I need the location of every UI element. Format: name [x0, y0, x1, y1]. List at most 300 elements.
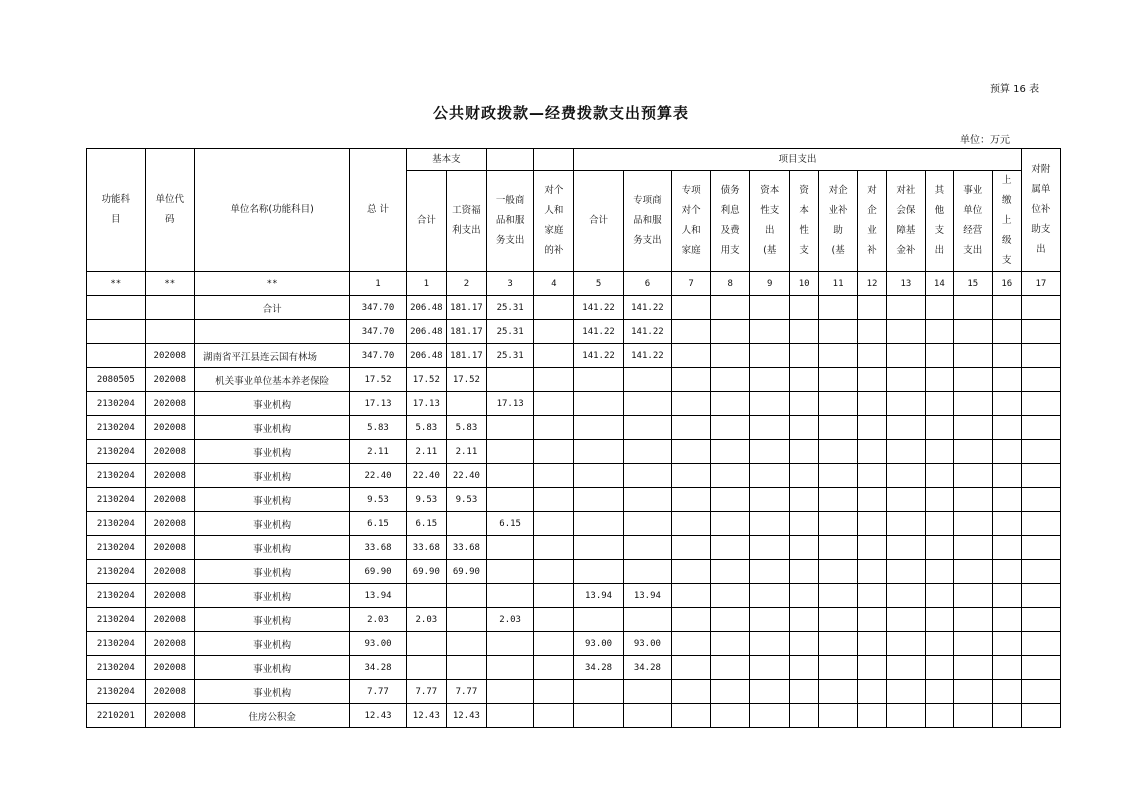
cell-empty	[790, 560, 819, 584]
cell-empty	[1021, 392, 1060, 416]
cell-empty	[1021, 632, 1060, 656]
cell-basic-total: 206.48	[406, 320, 446, 344]
cell-empty	[925, 416, 953, 440]
cell-empty	[953, 488, 992, 512]
cell-empty	[750, 680, 790, 704]
cell-name: 事业机构	[194, 680, 349, 704]
cell-proj-total	[574, 464, 623, 488]
index-cell: 5	[574, 272, 623, 296]
cell-goods	[486, 368, 533, 392]
cell-empty	[750, 464, 790, 488]
cell-empty	[790, 344, 819, 368]
cell-goods	[486, 584, 533, 608]
cell-code: 202008	[145, 704, 194, 728]
cell-empty	[790, 440, 819, 464]
header-basic: 基本支	[406, 149, 486, 171]
cell-proj-goods	[623, 680, 671, 704]
cell-empty	[953, 512, 992, 536]
cell-empty	[886, 512, 925, 536]
header-debt: 债务 利息 及费 用支	[711, 171, 750, 272]
cell-empty	[992, 560, 1021, 584]
table-row	[87, 560, 1061, 584]
cell-empty	[858, 536, 887, 560]
cell-empty	[953, 320, 992, 344]
cell-name: 事业机构	[194, 560, 349, 584]
cell-empty	[886, 440, 925, 464]
cell-func: 2130204	[87, 416, 146, 440]
cell-empty	[992, 464, 1021, 488]
cell-empty	[1021, 560, 1060, 584]
cell-empty	[925, 560, 953, 584]
cell-empty	[819, 656, 858, 680]
table-row	[87, 488, 1061, 512]
cell-empty	[886, 296, 925, 320]
header-upper: 上 缴 上 级 支	[992, 171, 1021, 272]
cell-empty	[711, 536, 750, 560]
index-cell: **	[145, 272, 194, 296]
cell-empty	[711, 368, 750, 392]
cell-name: 事业机构	[194, 440, 349, 464]
cell-empty	[858, 608, 887, 632]
cell-empty	[790, 488, 819, 512]
cell-proj-goods	[623, 392, 671, 416]
table-row	[87, 416, 1061, 440]
index-cell: 15	[953, 272, 992, 296]
cell-empty	[1021, 488, 1060, 512]
cell-wage	[446, 608, 486, 632]
cell-empty	[925, 488, 953, 512]
cell-empty	[886, 680, 925, 704]
cell-basic-total: 9.53	[406, 488, 446, 512]
cell-empty	[819, 488, 858, 512]
cell-code: 202008	[145, 560, 194, 584]
cell-code: 202008	[145, 488, 194, 512]
index-cell: **	[194, 272, 349, 296]
header-proj-total: 合计	[574, 171, 623, 272]
cell-proj-total	[574, 440, 623, 464]
cell-empty	[953, 464, 992, 488]
cell-empty	[711, 656, 750, 680]
cell-empty	[992, 320, 1021, 344]
cell-proj-goods: 141.22	[623, 296, 671, 320]
cell-empty	[672, 632, 711, 656]
cell-name: 事业机构	[194, 464, 349, 488]
cell-basic-total: 17.13	[406, 392, 446, 416]
cell-total: 5.83	[350, 416, 407, 440]
cell-empty	[819, 536, 858, 560]
cell-empty	[534, 344, 574, 368]
cell-empty	[750, 296, 790, 320]
cell-empty	[750, 632, 790, 656]
cell-func: 2130204	[87, 584, 146, 608]
cell-code: 202008	[145, 368, 194, 392]
cell-empty	[886, 584, 925, 608]
cell-empty	[858, 656, 887, 680]
cell-empty	[672, 488, 711, 512]
cell-empty	[953, 632, 992, 656]
cell-empty	[953, 680, 992, 704]
cell-proj-goods: 141.22	[623, 320, 671, 344]
index-cell: 4	[534, 272, 574, 296]
cell-empty	[858, 440, 887, 464]
cell-empty	[858, 680, 887, 704]
cell-empty	[886, 368, 925, 392]
cell-name: 事业机构	[194, 608, 349, 632]
cell-goods	[486, 656, 533, 680]
cell-goods	[486, 680, 533, 704]
cell-empty	[711, 488, 750, 512]
cell-empty	[750, 608, 790, 632]
cell-proj-goods	[623, 488, 671, 512]
cell-empty	[534, 608, 574, 632]
cell-proj-goods	[623, 536, 671, 560]
cell-code: 202008	[145, 464, 194, 488]
cell-empty	[992, 416, 1021, 440]
cell-empty	[534, 536, 574, 560]
table-row	[87, 512, 1061, 536]
table-row	[87, 584, 1061, 608]
cell-empty	[858, 416, 887, 440]
header-blank	[486, 149, 533, 171]
cell-total: 93.00	[350, 632, 407, 656]
cell-empty	[1021, 656, 1060, 680]
cell-code: 202008	[145, 512, 194, 536]
cell-empty	[925, 464, 953, 488]
cell-total: 22.40	[350, 464, 407, 488]
cell-func: 2210201	[87, 704, 146, 728]
cell-empty	[925, 440, 953, 464]
cell-name: 合计	[194, 296, 349, 320]
cell-empty	[790, 416, 819, 440]
cell-empty	[886, 320, 925, 344]
cell-empty	[672, 512, 711, 536]
cell-proj-total: 34.28	[574, 656, 623, 680]
cell-empty	[790, 464, 819, 488]
cell-basic-total: 7.77	[406, 680, 446, 704]
cell-empty	[750, 344, 790, 368]
cell-code: 202008	[145, 656, 194, 680]
table-body	[87, 296, 1061, 728]
cell-goods: 25.31	[486, 320, 533, 344]
cell-proj-total: 141.22	[574, 320, 623, 344]
cell-empty	[886, 536, 925, 560]
cell-wage: 22.40	[446, 464, 486, 488]
cell-empty	[711, 416, 750, 440]
cell-empty	[534, 368, 574, 392]
cell-empty	[711, 704, 750, 728]
cell-empty	[819, 320, 858, 344]
cell-name: 机关事业单位基本养老保险	[194, 368, 349, 392]
cell-basic-total: 206.48	[406, 296, 446, 320]
cell-empty	[953, 368, 992, 392]
cell-name: 事业机构	[194, 392, 349, 416]
cell-total: 34.28	[350, 656, 407, 680]
cell-name: 事业机构	[194, 656, 349, 680]
cell-empty	[819, 392, 858, 416]
cell-empty	[1021, 464, 1060, 488]
cell-proj-total	[574, 608, 623, 632]
page-title: 公共财政拨款—经费拨款支出预算表	[432, 104, 689, 122]
cell-proj-goods	[623, 608, 671, 632]
cell-proj-total: 93.00	[574, 632, 623, 656]
cell-empty	[672, 440, 711, 464]
header-total: 总 计	[350, 149, 407, 272]
cell-empty	[790, 608, 819, 632]
header-ent-sub-2: 对 企 业 补	[858, 171, 887, 272]
cell-empty	[992, 584, 1021, 608]
cell-func: 2130204	[87, 560, 146, 584]
cell-proj-goods: 141.22	[623, 344, 671, 368]
cell-empty	[1021, 680, 1060, 704]
cell-wage	[446, 632, 486, 656]
cell-empty	[672, 608, 711, 632]
cell-proj-goods	[623, 416, 671, 440]
cell-empty	[672, 416, 711, 440]
cell-basic-total: 33.68	[406, 536, 446, 560]
cell-code: 202008	[145, 608, 194, 632]
cell-empty	[819, 632, 858, 656]
cell-goods	[486, 704, 533, 728]
cell-proj-total	[574, 488, 623, 512]
cell-empty	[750, 320, 790, 344]
index-cell: 17	[1021, 272, 1060, 296]
cell-empty	[750, 536, 790, 560]
cell-empty	[953, 584, 992, 608]
cell-empty	[672, 368, 711, 392]
cell-func: 2130204	[87, 656, 146, 680]
cell-name: 事业机构	[194, 416, 349, 440]
cell-proj-goods	[623, 512, 671, 536]
cell-code: 202008	[145, 344, 194, 368]
cell-basic-total	[406, 584, 446, 608]
cell-func	[87, 344, 146, 368]
cell-empty	[750, 368, 790, 392]
cell-proj-goods: 13.94	[623, 584, 671, 608]
cell-code: 202008	[145, 584, 194, 608]
cell-goods	[486, 536, 533, 560]
cell-empty	[672, 320, 711, 344]
cell-empty	[992, 296, 1021, 320]
header-unit-name: 单位名称(功能科目)	[194, 149, 349, 272]
cell-basic-total: 12.43	[406, 704, 446, 728]
cell-total: 17.52	[350, 368, 407, 392]
cell-code: 202008	[145, 416, 194, 440]
cell-total: 9.53	[350, 488, 407, 512]
cell-empty	[750, 584, 790, 608]
cell-name	[194, 320, 349, 344]
cell-empty	[750, 704, 790, 728]
cell-empty	[992, 344, 1021, 368]
cell-empty	[750, 656, 790, 680]
cell-empty	[750, 512, 790, 536]
index-cell: 16	[992, 272, 1021, 296]
cell-empty	[886, 464, 925, 488]
cell-empty	[711, 464, 750, 488]
header-proj-family: 专项 对个 人和 家庭	[672, 171, 711, 272]
cell-proj-total	[574, 392, 623, 416]
cell-empty	[534, 296, 574, 320]
cell-empty	[534, 632, 574, 656]
header-capital: 资本 性支 出 (基	[750, 171, 790, 272]
cell-empty	[925, 536, 953, 560]
cell-empty	[858, 584, 887, 608]
cell-empty	[886, 392, 925, 416]
cell-empty	[925, 296, 953, 320]
cell-wage: 9.53	[446, 488, 486, 512]
cell-empty	[925, 656, 953, 680]
header-inst: 事业 单位 经营 支出	[953, 171, 992, 272]
form-number: 预算 16 表	[990, 84, 1040, 95]
cell-empty	[711, 608, 750, 632]
cell-empty	[534, 704, 574, 728]
cell-empty	[790, 680, 819, 704]
cell-empty	[925, 512, 953, 536]
cell-empty	[886, 632, 925, 656]
cell-wage: 12.43	[446, 704, 486, 728]
cell-proj-total	[574, 680, 623, 704]
cell-empty	[534, 440, 574, 464]
cell-wage: 181.17	[446, 344, 486, 368]
cell-proj-goods	[623, 464, 671, 488]
cell-func: 2130204	[87, 512, 146, 536]
cell-empty	[858, 704, 887, 728]
cell-empty	[534, 584, 574, 608]
cell-empty	[953, 704, 992, 728]
cell-total: 347.70	[350, 296, 407, 320]
cell-empty	[819, 344, 858, 368]
cell-wage	[446, 584, 486, 608]
cell-empty	[953, 656, 992, 680]
cell-empty	[992, 440, 1021, 464]
cell-empty	[790, 368, 819, 392]
cell-wage: 5.83	[446, 416, 486, 440]
cell-wage: 33.68	[446, 536, 486, 560]
cell-proj-goods	[623, 560, 671, 584]
cell-empty	[1021, 320, 1060, 344]
cell-empty	[790, 320, 819, 344]
cell-empty	[953, 344, 992, 368]
cell-empty	[534, 656, 574, 680]
cell-basic-total	[406, 632, 446, 656]
table-row	[87, 704, 1061, 728]
header-sub-unit: 对附 属单 位补 助支 出	[1021, 149, 1060, 272]
cell-proj-total: 141.22	[574, 296, 623, 320]
cell-empty	[953, 608, 992, 632]
cell-total: 13.94	[350, 584, 407, 608]
cell-wage	[446, 392, 486, 416]
cell-goods: 6.15	[486, 512, 533, 536]
cell-basic-total: 206.48	[406, 344, 446, 368]
cell-empty	[819, 680, 858, 704]
cell-wage	[446, 512, 486, 536]
cell-empty	[711, 512, 750, 536]
cell-empty	[953, 440, 992, 464]
cell-empty	[750, 416, 790, 440]
cell-empty	[992, 656, 1021, 680]
cell-empty	[672, 656, 711, 680]
cell-func	[87, 320, 146, 344]
table-row	[87, 320, 1061, 344]
cell-basic-total	[406, 656, 446, 680]
cell-empty	[858, 512, 887, 536]
header-ent-sub: 对企 业补 助 (基	[819, 171, 858, 272]
index-cell: 1	[406, 272, 446, 296]
cell-code: 202008	[145, 536, 194, 560]
cell-proj-goods	[623, 440, 671, 464]
cell-proj-total	[574, 704, 623, 728]
table-row	[87, 536, 1061, 560]
cell-code: 202008	[145, 440, 194, 464]
cell-empty	[1021, 368, 1060, 392]
cell-empty	[819, 416, 858, 440]
cell-empty	[711, 320, 750, 344]
cell-empty	[711, 680, 750, 704]
cell-func: 2080505	[87, 368, 146, 392]
index-cell: 14	[925, 272, 953, 296]
cell-code: 202008	[145, 392, 194, 416]
cell-empty	[925, 392, 953, 416]
cell-empty	[858, 632, 887, 656]
cell-proj-total	[574, 512, 623, 536]
cell-empty	[886, 344, 925, 368]
header-capital-2: 资 本 性 支	[790, 171, 819, 272]
cell-empty	[992, 512, 1021, 536]
cell-goods	[486, 488, 533, 512]
cell-empty	[672, 704, 711, 728]
index-cell: 12	[858, 272, 887, 296]
cell-proj-total	[574, 536, 623, 560]
cell-wage	[446, 656, 486, 680]
cell-empty	[858, 392, 887, 416]
cell-empty	[925, 608, 953, 632]
cell-empty	[925, 704, 953, 728]
cell-goods: 2.03	[486, 608, 533, 632]
cell-empty	[819, 512, 858, 536]
index-cell: 6	[623, 272, 671, 296]
cell-empty	[992, 488, 1021, 512]
cell-empty	[819, 368, 858, 392]
cell-empty	[672, 680, 711, 704]
cell-empty	[672, 464, 711, 488]
cell-name: 住房公积金	[194, 704, 349, 728]
cell-empty	[750, 560, 790, 584]
cell-empty	[819, 584, 858, 608]
cell-proj-total: 13.94	[574, 584, 623, 608]
cell-empty	[819, 608, 858, 632]
cell-code	[145, 320, 194, 344]
cell-total: 69.90	[350, 560, 407, 584]
cell-empty	[534, 512, 574, 536]
cell-empty	[790, 512, 819, 536]
cell-empty	[1021, 704, 1060, 728]
cell-func: 2130204	[87, 536, 146, 560]
index-cell: 8	[711, 272, 750, 296]
cell-empty	[858, 464, 887, 488]
header-proj-goods: 专项商 品和服 务支出	[623, 171, 671, 272]
cell-empty	[790, 632, 819, 656]
cell-name: 事业机构	[194, 536, 349, 560]
cell-func: 2130204	[87, 488, 146, 512]
cell-empty	[886, 560, 925, 584]
cell-wage: 69.90	[446, 560, 486, 584]
cell-name: 事业机构	[194, 584, 349, 608]
cell-proj-goods	[623, 368, 671, 392]
cell-empty	[953, 560, 992, 584]
cell-basic-total: 69.90	[406, 560, 446, 584]
cell-empty	[953, 416, 992, 440]
cell-empty	[992, 680, 1021, 704]
cell-empty	[819, 440, 858, 464]
